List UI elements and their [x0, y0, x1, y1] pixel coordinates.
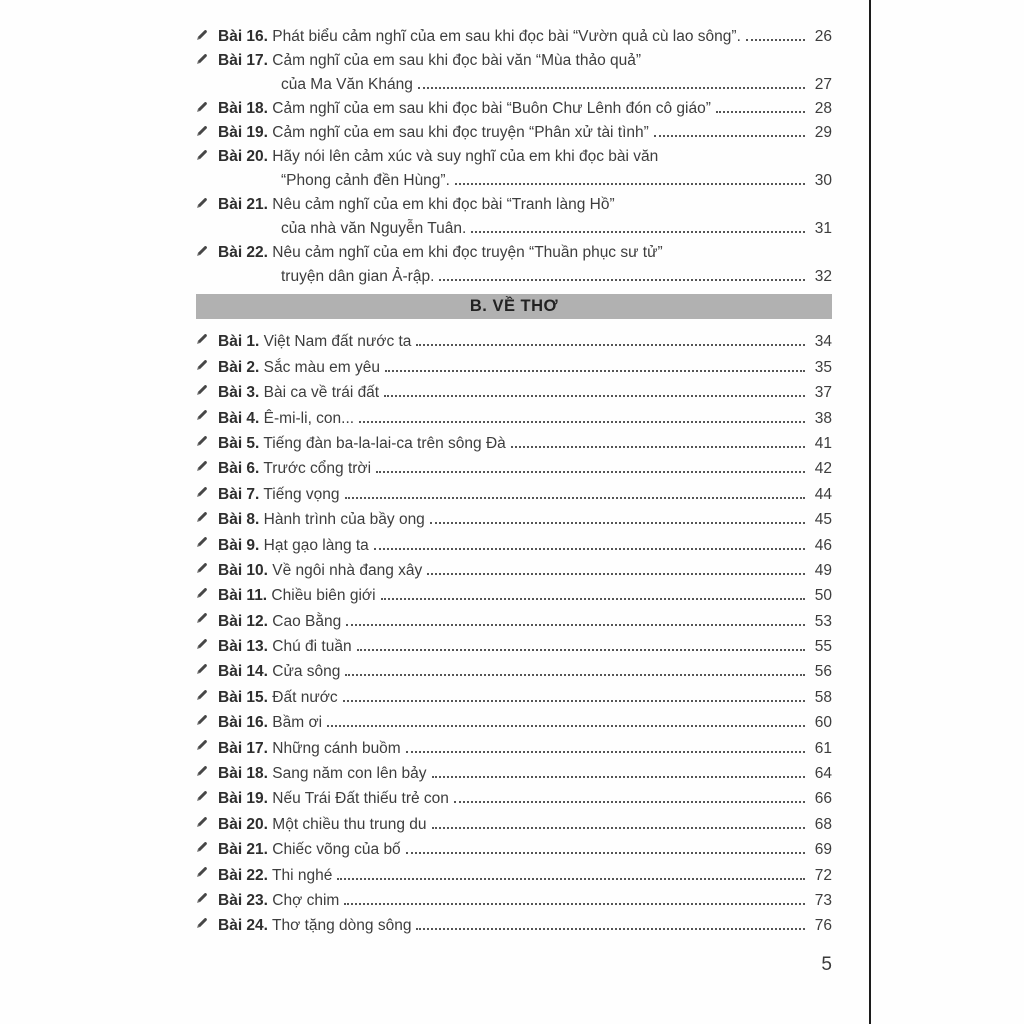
- entry-line: [218, 808, 832, 833]
- entry-page-number: 26: [814, 28, 832, 45]
- toc-entry: [196, 402, 832, 427]
- dot-leader: [359, 421, 805, 423]
- pencil-icon: [196, 681, 218, 706]
- entry-body: [218, 94, 832, 118]
- entry-text: [218, 435, 506, 453]
- entry-page-number: 34: [814, 333, 832, 351]
- entry-title: Chiều biên giới: [267, 587, 376, 605]
- toc-entry: [196, 453, 832, 478]
- entry-text: [218, 196, 615, 214]
- entry-line: [218, 834, 832, 859]
- entry-title: Thi nghé: [267, 866, 333, 884]
- entry-line: [218, 166, 832, 190]
- entry-line: [218, 190, 832, 214]
- entry-line: [218, 262, 832, 286]
- page-edge-line: [869, 0, 871, 1024]
- entry-label: Bài 16.: [218, 714, 268, 732]
- entry-label: Bài 1.: [218, 333, 260, 351]
- toc-entry: [196, 46, 832, 94]
- dot-leader: [357, 649, 805, 651]
- entry-page-number: 66: [814, 790, 832, 808]
- pencil-icon: [196, 529, 218, 554]
- entry-text: [218, 124, 649, 142]
- entry-line: [218, 94, 832, 118]
- entry-label: Bài 2.: [218, 358, 260, 376]
- pencil-icon: [196, 910, 218, 935]
- entry-title: Thơ tặng dòng sông: [267, 917, 412, 935]
- entry-page-number: 72: [814, 866, 832, 884]
- entry-title: Phát biểu cảm nghĩ của em sau khi đọc bài “Vườn quả cù lao sông”.: [267, 28, 741, 45]
- pencil-icon: [196, 478, 218, 503]
- toc-entry: [196, 910, 832, 935]
- entry-page-number: 29: [814, 124, 832, 141]
- entry-line: [218, 377, 832, 402]
- toc-entry: [196, 428, 832, 453]
- pencil-icon: [196, 656, 218, 681]
- entry-label: Bài 18.: [218, 765, 268, 783]
- entry-page-number: 44: [814, 485, 832, 503]
- entry-body: [218, 910, 832, 935]
- dot-leader: [427, 573, 805, 575]
- entry-text: [218, 486, 340, 504]
- pencil-icon: [196, 859, 218, 884]
- entry-text: [218, 638, 352, 656]
- toc-entry: [196, 377, 832, 402]
- entry-text: [218, 917, 411, 935]
- entry-label: Bài 21.: [218, 196, 268, 213]
- entry-page-number: 61: [814, 739, 832, 757]
- entry-page-number: 64: [814, 765, 832, 783]
- entry-title: Cảm nghĩ của em sau khi đọc truyện “Phân xử tài tình”: [267, 124, 649, 141]
- entry-label: Bài 8.: [218, 511, 260, 529]
- entry-body: [218, 783, 832, 808]
- entry-label: Bài 9.: [218, 536, 260, 554]
- pencil-icon: [196, 631, 218, 656]
- entry-page-number: 30: [814, 172, 832, 189]
- pencil-icon: [196, 351, 218, 376]
- entry-page-number: 32: [814, 268, 832, 285]
- toc-entry: [196, 707, 832, 732]
- entry-body: [218, 46, 832, 94]
- entry-line: [218, 681, 832, 706]
- entry-label: Bài 20.: [218, 148, 268, 165]
- entry-body: [218, 428, 832, 453]
- entry-title: Cao Bằng: [267, 612, 342, 630]
- entry-text: [218, 28, 741, 46]
- dot-leader: [374, 548, 805, 550]
- entry-title: Cảm nghĩ của em sau khi đọc bài “Buôn Chư Lênh đón cô giáo”: [267, 100, 711, 117]
- entry-line: [218, 351, 832, 376]
- entry-label: Bài 6.: [218, 460, 260, 478]
- dot-leader: [511, 446, 805, 448]
- entry-body: [218, 142, 832, 190]
- entry-line: [218, 428, 832, 453]
- dot-leader: [654, 135, 805, 137]
- entry-line: [218, 142, 832, 166]
- dot-leader: [432, 776, 805, 778]
- entry-page-number: 50: [814, 587, 832, 605]
- entry-label: Bài 17.: [218, 52, 268, 69]
- entry-line: [218, 529, 832, 554]
- toc-entry: [196, 504, 832, 529]
- toc-entry: [196, 758, 832, 783]
- entry-body: [218, 402, 832, 427]
- pencil-icon: [196, 94, 218, 118]
- entry-text: [218, 562, 422, 580]
- entry-title: Cảm nghĩ của em sau khi đọc bài văn “Mùa thảo quả”: [267, 52, 642, 69]
- toc-entry: [196, 681, 832, 706]
- entry-body: [218, 478, 832, 503]
- entry-label: Bài 3.: [218, 384, 260, 402]
- entry-text: [218, 740, 401, 758]
- entry-title: Sang năm con lên bảy: [267, 765, 427, 783]
- entry-body: [218, 190, 832, 238]
- entry-line: [218, 580, 832, 605]
- dot-leader: [430, 522, 805, 524]
- entry-line: [218, 732, 832, 757]
- pencil-icon: [196, 402, 218, 427]
- entry-line: [218, 656, 832, 681]
- dot-leader: [345, 497, 805, 499]
- entry-title: Hãy nói lên cảm xúc và suy nghĩ của em khi đọc bài văn: [267, 148, 659, 165]
- entry-text: [218, 816, 427, 834]
- entry-body: [218, 351, 832, 376]
- entry-title: Sắc màu em yêu: [259, 358, 380, 376]
- entry-label: Bài 7.: [218, 485, 260, 503]
- entry-body: [218, 732, 832, 757]
- entry-title: Những cánh buồm: [267, 739, 401, 757]
- entry-text: [218, 892, 339, 910]
- entry-label: Bài 13.: [218, 638, 268, 656]
- entry-line: [218, 478, 832, 503]
- entry-label: Bài 4.: [218, 409, 260, 427]
- toc-entry: [196, 326, 832, 351]
- entry-label: Bài 16.: [218, 28, 268, 45]
- entry-title-continued: “Phong cảnh đền Hùng”.: [281, 172, 450, 189]
- entry-title: Tiếng vọng: [259, 485, 340, 503]
- entry-page-number: 69: [814, 841, 832, 859]
- entry-label: Bài 20.: [218, 815, 268, 833]
- entry-title: Ê-mi-li, con...: [259, 409, 355, 427]
- entry-body: [218, 238, 832, 286]
- entry-body: [218, 453, 832, 478]
- entry-label: Bài 5.: [218, 434, 260, 452]
- entry-line: [218, 859, 832, 884]
- entry-title: Nêu cảm nghĩ của em khi đọc truyện “Thuần phục sư tử”: [267, 244, 663, 261]
- entry-page-number: 73: [814, 891, 832, 909]
- entry-line: [218, 605, 832, 630]
- dot-leader: [439, 279, 805, 281]
- entry-page-number: 37: [814, 384, 832, 402]
- entry-title: Chiếc võng của bố: [267, 841, 401, 859]
- entry-label: Bài 24.: [218, 917, 268, 935]
- entry-text: [218, 867, 332, 885]
- pencil-icon: [196, 707, 218, 732]
- dot-leader: [345, 674, 805, 676]
- entry-line: [218, 910, 832, 935]
- entry-page-number: 35: [814, 358, 832, 376]
- entry-body: [218, 377, 832, 402]
- dot-leader: [337, 878, 805, 880]
- entry-page-number: 76: [814, 917, 832, 935]
- entry-body: [218, 555, 832, 580]
- entry-title: Chú đi tuần: [267, 638, 352, 656]
- entry-body: [218, 326, 832, 351]
- entry-body: [218, 22, 832, 46]
- entry-page-number: 49: [814, 561, 832, 579]
- entry-text: [218, 333, 411, 351]
- entry-title-continued: của Ma Văn Kháng: [281, 76, 413, 93]
- dot-leader: [385, 370, 805, 372]
- entry-page-number: 46: [814, 536, 832, 554]
- pencil-icon: [196, 453, 218, 478]
- entry-label: Bài 17.: [218, 739, 268, 757]
- toc-entry: [196, 142, 832, 190]
- entry-text: [281, 76, 413, 94]
- entry-label: Bài 21.: [218, 841, 268, 859]
- toc-section-a-continued: [196, 22, 832, 286]
- toc-entry: [196, 885, 832, 910]
- entry-line: [218, 555, 832, 580]
- entry-title: Nêu cảm nghĩ của em khi đọc bài “Tranh làng Hồ”: [267, 196, 615, 213]
- entry-page-number: 27: [814, 76, 832, 93]
- entry-line: [218, 707, 832, 732]
- pencil-icon: [196, 377, 218, 402]
- toc-entry: [196, 605, 832, 630]
- toc-entry: [196, 478, 832, 503]
- entry-body: [218, 885, 832, 910]
- entry-page-number: 38: [814, 409, 832, 427]
- entry-page-number: 41: [814, 434, 832, 452]
- pencil-icon: [196, 580, 218, 605]
- entry-title: Trước cổng trời: [259, 460, 372, 478]
- toc-entry: [196, 631, 832, 656]
- entry-text: [218, 52, 641, 70]
- entry-title: Bầm ơi: [267, 714, 323, 732]
- page-number: 5: [821, 954, 832, 975]
- section-header: [196, 294, 832, 319]
- entry-text: [218, 410, 354, 428]
- dot-leader: [455, 183, 805, 185]
- entry-text: [218, 244, 663, 262]
- entry-line: [218, 118, 832, 142]
- entry-page-number: 68: [814, 815, 832, 833]
- pencil-icon: [196, 504, 218, 529]
- toc-entry: [196, 190, 832, 238]
- entry-title: Hạt gạo làng ta: [259, 536, 369, 554]
- toc-entry: [196, 351, 832, 376]
- dot-leader: [418, 87, 805, 89]
- table-of-contents: [196, 22, 832, 935]
- entry-body: [218, 859, 832, 884]
- entry-page-number: 28: [814, 100, 832, 117]
- entry-line: [218, 885, 832, 910]
- entry-body: [218, 834, 832, 859]
- entry-title: Hành trình của bầy ong: [259, 511, 425, 529]
- entry-page-number: 56: [814, 663, 832, 681]
- pencil-icon: [196, 46, 218, 70]
- toc-entry: [196, 555, 832, 580]
- entry-line: [218, 238, 832, 262]
- toc-entry: [196, 22, 832, 46]
- toc-section-b: [196, 294, 832, 935]
- entry-title: Đất nước: [267, 688, 338, 706]
- entry-text: [218, 714, 322, 732]
- pencil-icon: [196, 808, 218, 833]
- entry-label: Bài 19.: [218, 790, 268, 808]
- entry-title: Bài ca về trái đất: [259, 384, 380, 402]
- toc-entry: [196, 808, 832, 833]
- pencil-icon: [196, 758, 218, 783]
- entry-title: Chợ chim: [267, 891, 340, 909]
- entry-text: [218, 384, 379, 402]
- entry-body: [218, 707, 832, 732]
- entry-title-continued: truyện dân gian Ả-rập.: [281, 268, 435, 285]
- entry-text: [218, 613, 341, 631]
- entry-label: Bài 14.: [218, 663, 268, 681]
- dot-leader: [346, 624, 805, 626]
- dot-leader: [432, 827, 805, 829]
- entry-text: [218, 587, 376, 605]
- entry-label: Bài 23.: [218, 891, 268, 909]
- entry-body: [218, 605, 832, 630]
- entry-line: [218, 504, 832, 529]
- dot-leader: [327, 725, 805, 727]
- pencil-icon: [196, 22, 218, 46]
- pencil-icon: [196, 190, 218, 214]
- entry-title: Tiếng đàn ba-la-lai-ca trên sông Đà: [259, 434, 506, 452]
- entry-label: Bài 22.: [218, 244, 268, 261]
- pencil-icon: [196, 783, 218, 808]
- entry-text: [218, 841, 401, 859]
- dot-leader: [716, 111, 805, 113]
- dot-leader: [454, 801, 805, 803]
- entry-page-number: 45: [814, 511, 832, 529]
- entry-body: [218, 808, 832, 833]
- pencil-icon: [196, 834, 218, 859]
- entry-body: [218, 580, 832, 605]
- entry-line: [218, 326, 832, 351]
- toc-entry: [196, 732, 832, 757]
- dot-leader: [343, 700, 805, 702]
- section-header-label: B. VỀ THƠ: [469, 297, 559, 315]
- entry-line: [218, 214, 832, 238]
- entry-body: [218, 504, 832, 529]
- entry-label: Bài 15.: [218, 688, 268, 706]
- entry-body: [218, 631, 832, 656]
- dot-leader: [471, 231, 805, 233]
- pencil-icon: [196, 326, 218, 351]
- entry-text: [218, 100, 711, 118]
- toc-entry: [196, 238, 832, 286]
- toc-entry: [196, 580, 832, 605]
- entry-text: [218, 689, 338, 707]
- entry-text: [218, 663, 340, 681]
- pencil-icon: [196, 142, 218, 166]
- entry-page-number: 58: [814, 688, 832, 706]
- entry-text: [218, 790, 449, 808]
- toc-entry: [196, 834, 832, 859]
- toc-entry: [196, 656, 832, 681]
- entry-title: Nếu Trái Đất thiếu trẻ con: [267, 790, 449, 808]
- entry-line: [218, 402, 832, 427]
- pencil-icon: [196, 238, 218, 262]
- entry-text: [218, 511, 425, 529]
- pencil-icon: [196, 555, 218, 580]
- entry-label: Bài 19.: [218, 124, 268, 141]
- entry-label: Bài 22.: [218, 866, 268, 884]
- entry-line: [218, 453, 832, 478]
- entry-line: [218, 46, 832, 70]
- entry-title: Việt Nam đất nước ta: [259, 333, 412, 351]
- entry-line: [218, 70, 832, 94]
- entry-title: Về ngôi nhà đang xây: [267, 561, 423, 579]
- dot-leader: [416, 344, 805, 346]
- pencil-icon: [196, 118, 218, 142]
- pencil-icon: [196, 605, 218, 630]
- entry-line: [218, 22, 832, 46]
- pencil-icon: [196, 428, 218, 453]
- dot-leader: [416, 928, 805, 930]
- entry-text: [218, 765, 427, 783]
- entry-text: [281, 172, 450, 190]
- entry-title: Một chiều thu trung du: [267, 815, 427, 833]
- dot-leader: [384, 395, 805, 397]
- entry-body: [218, 758, 832, 783]
- entry-title-continued: của nhà văn Nguyễn Tuân.: [281, 220, 467, 237]
- entry-text: [218, 148, 658, 166]
- dot-leader: [406, 852, 805, 854]
- entry-body: [218, 681, 832, 706]
- entry-body: [218, 656, 832, 681]
- entry-body: [218, 118, 832, 142]
- entry-label: Bài 11.: [218, 587, 268, 605]
- toc-entry: [196, 94, 832, 118]
- entry-text: [281, 220, 466, 238]
- toc-entry: [196, 529, 832, 554]
- entry-label: Bài 18.: [218, 100, 268, 117]
- pencil-icon: [196, 885, 218, 910]
- entry-page-number: 53: [814, 612, 832, 630]
- entry-line: [218, 758, 832, 783]
- entry-page-number: 60: [814, 714, 832, 732]
- toc-entry: [196, 859, 832, 884]
- entry-text: [218, 460, 371, 478]
- entry-page-number: 42: [814, 460, 832, 478]
- entry-text: [218, 359, 380, 377]
- entry-label: Bài 10.: [218, 561, 268, 579]
- dot-leader: [376, 471, 805, 473]
- entry-text: [218, 537, 369, 555]
- entry-title: Cửa sông: [267, 663, 341, 681]
- entry-body: [218, 529, 832, 554]
- dot-leader: [381, 598, 805, 600]
- entry-text: [281, 268, 434, 286]
- dot-leader: [344, 903, 805, 905]
- dot-leader: [746, 39, 805, 41]
- entry-line: [218, 783, 832, 808]
- pencil-icon: [196, 732, 218, 757]
- entry-page-number: 31: [814, 220, 832, 237]
- toc-entry: [196, 783, 832, 808]
- entry-line: [218, 631, 832, 656]
- entry-page-number: 55: [814, 638, 832, 656]
- entry-label: Bài 12.: [218, 612, 268, 630]
- toc-entry: [196, 118, 832, 142]
- dot-leader: [406, 751, 805, 753]
